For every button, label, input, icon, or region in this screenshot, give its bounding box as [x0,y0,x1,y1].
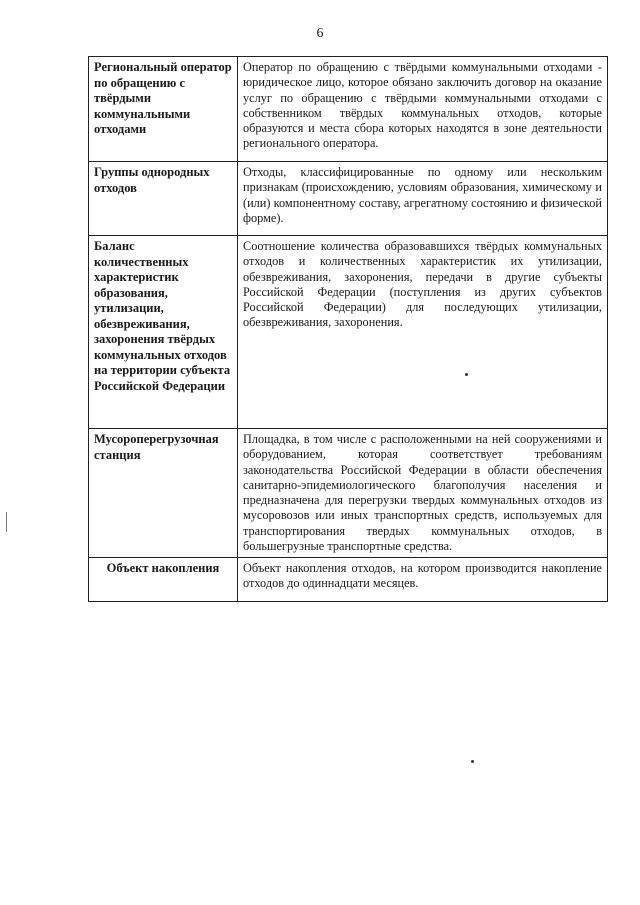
table-row [89,429,608,558]
scan-speck [471,760,474,763]
term-cell: Группы однородных отходов [89,162,238,236]
definition-cell: Соотношение количества образовавшихся твёрдых коммунальных отходов и количественных характеристик их утилизации, обезвреживания, захоронения, передачи в другие субъекты Российской Федерации (поступления из других субъектов Российской Федерации) для последующих утилизации, обезвреживания, захоронения. [238,236,608,429]
table-row [89,236,608,429]
page-number: 6 [316,26,324,41]
table-row [89,162,608,236]
term-cell: Объект накопления [89,558,238,602]
definition-cell: Отходы, классифицированные по одному или нескольким признакам (происхождению, условиям образования, химическому и (или) компонентному составу, агрегатному состоянию и физической форме). [238,162,608,236]
term-cell: Баланс количественных характеристик образования, утилизации, обезвреживания, захоронения твёрдых коммунальных отходов на территории субъекта Российской Федерации [89,236,238,429]
table-row [89,57,608,162]
term-cell: Мусороперегрузочная станция [89,429,238,558]
scan-speck [465,373,468,376]
definition-cell: Объект накопления отходов, на котором производится накопление отходов до одиннадцати месяцев. [238,558,608,602]
scan-edge-mark [6,512,7,532]
term-cell: Региональный оператор по обращению с твёрдыми коммунальными отходами [89,57,238,162]
definitions-table [88,56,608,602]
definition-text: Площадка, в том числе с расположенными на ней сооружениями и оборудованием, которая соответствует требованиям законодательства Российской Федерации в области обеспечения санитарно-эпидемиологического благополучия населения и предназначена для перегрузки твердых коммунальных отходов из мусоровозов или иных транспортных средств, используемых для транспортирования твердых коммунальных отходов, в большегрузные транспортные средства. [243,432,602,553]
definition-cell-truncated [238,429,608,558]
table-row [89,558,608,602]
definition-cell: Оператор по обращению с твёрдыми коммунальными отходами - юридическое лицо, которое обязано заключить договор на оказание услуг по обращению с твёрдыми коммунальными отходами с собственником твёрдых коммунальных отходов, которые образуются и места сбора которых находятся в зоне деятельности регионального оператора. [238,57,608,162]
